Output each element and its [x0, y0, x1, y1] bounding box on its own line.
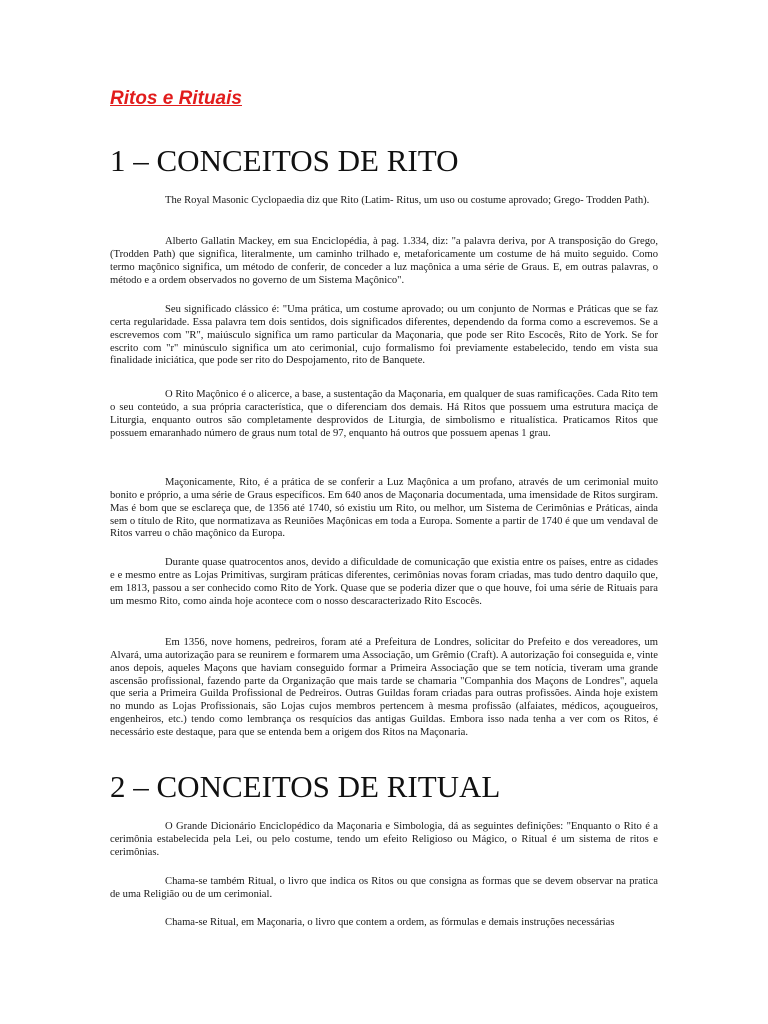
paragraph: Alberto Gallatin Mackey, em sua Enciclopédia, à pag. 1.334, diz: "a palavra deriva, por A transposição do Grego, (Trodden Path) que significa, literalmente, um caminho trilhado e, metaforicamente um costume de há muito seguido. Como termo maçônico significa, um método de conferir, de conceder a luz maçônica a uma série de Graus. E, em outras palavras, o método e a ordem observados no governo de um Sistema Maçônico". [110, 236, 658, 286]
section-heading-conceitos-de-rito: 1 – CONCEITOS DE RITO [110, 143, 459, 178]
paragraph: Seu significado clássico é: "Uma prática, um costume aprovado; ou um conjunto de Normas e Práticas que se faz certa regularidade. Essa palavra tem dois sentidos, dois significados diferentes, dependendo da forma como a escrevemos. Se a escrevemos com "R", maiúsculo significa um ramo particular da Maçonaria, que pode ser Rito Escocês, Rito de York. Se for escrito com "r" minúsculo significa um ato cerimonial, cujo formalismo foi previamente estabelecido, tendo em vista sua finalidade iniciática, que pode ser rito do Despojamento, rito de Banquete. [110, 304, 658, 367]
paragraph: Em 1356, nove homens, pedreiros, foram até a Prefeitura de Londres, solicitar do Prefeito e dos vereadores, um Alvará, uma autorização para se reunirem e formarem uma Associação, um Grêmio (Craft). A autorização foi conseguida e, vinte anos depois, aqueles Maçons que haviam conseguido formar a Primeira Associação que se tem notícia, tiveram uma grande ascensão profissional, fazendo parte da Organização que mais tarde se chamaria "Companhia dos Maçons de Londres", aquela que seria a Primeira Guilda Profissional de Pedreiros. Outras Guildas foram criadas para outras profissões. Ainda hoje existem no mundo as Lojas Profissionais, são Lojas cujos membros pertencem à mesma profissão (alfaiates, médicos, açougueiros, engenheiros, etc.) tendo como lembrança os resquícios das antigas Guildas. Embora isso nada tenha a ver com os Ritos, é necessário este destaque, para que se entenda bem a origem dos Ritos na Maçonaria. [110, 637, 658, 738]
section-heading-conceitos-de-ritual: 2 – CONCEITOS DE RITUAL [110, 769, 501, 804]
paragraph: The Royal Masonic Cyclopaedia diz que Rito (Latim- Ritus, um uso ou costume aprovado; Grego- Trodden Path). [165, 195, 650, 206]
paragraph: Chama-se também Ritual, o livro que indica os Ritos ou que consigna as formas que se devem observar na pratica de uma Religião ou de um cerimonial. [110, 876, 658, 900]
paragraph: Chama-se Ritual, em Maçonaria, o livro que contem a ordem, as fórmulas e demais instruções necessárias [165, 917, 615, 928]
paragraph: Durante quase quatrocentos anos, devido a dificuldade de comunicação que existia entre os países, entre as cidades e e mesmo entre as Lojas Primitivas, surgiram práticas diferentes, cerimônias novas foram criadas, mas tudo dentro daquilo que, em 1813, passou a ser conhecido como Rito de York. Quase que se poderia dizer que o que houve, foi uma série de Rituais para um mesmo Rito, como ainda hoje acontece com o nosso descaracterizado Rito Escocês. [110, 557, 658, 607]
paragraph: O Rito Maçônico é o alicerce, a base, a sustentação da Maçonaria, em qualquer de suas ramificações. Cada Rito tem o seu conteúdo, a sua própria característica, que o diferenciam dos demais. Há Ritos que possuem uma estrutura maciça de Liturgia, enquanto outros são completamente desprovidos de Liturgia, de simbolismo e ritualística. Praticamos Ritos que possuem emaranhado número de graus num total de 97, enquanto há outros que possuem apenas 1 grau. [110, 389, 658, 439]
paragraph: Maçonicamente, Rito, é a prática de se conferir a Luz Maçônica a um profano, através de um cerimonial muito bonito e próprio, a uma série de Graus específicos. Em 640 anos de Maçonaria documentada, uma imensidade de Ritos surgiram. Mas é bom que se esclareça que, de 1356 até 1740, só existiu um Rito, ou melhor, um Sistema de Cerimônias e Práticas, ainda sem o título de Rito, que normatizava as Reuniões Maçônicas em toda a Europa. Somente a partir de 1740 é que um vendaval de Ritos varreu o chão maçônico da Europa. [110, 477, 658, 540]
paragraph: O Grande Dicionário Enciclopédico da Maçonaria e Simbologia, dá as seguintes definições: "Enquanto o Rito é a cerimônia estabelecida pela Lei, ou pelo costume, tendo um efeito Religioso ou Mágico, o Ritual é um sistema de ritos e cerimônias. [110, 821, 658, 858]
document-title: Ritos e Rituais [110, 88, 242, 109]
